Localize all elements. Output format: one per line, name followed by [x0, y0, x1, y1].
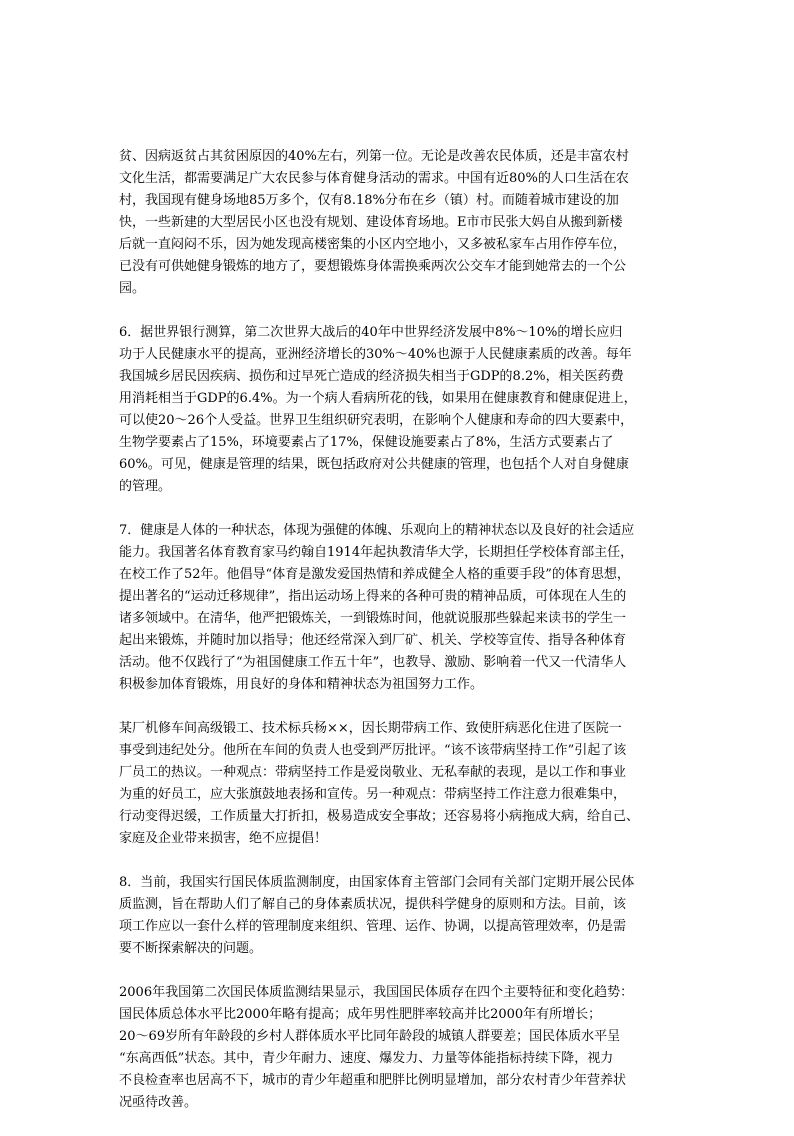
text-line: 项工作应以一套什么样的管理制度来组织、管理、运作、协调，以提高管理效率，仍是需: [119, 919, 627, 934]
text-line: 文化生活，都需要满足广大农民参与体育健身活动的需求。中国有近80%的人口生活在农: [119, 171, 629, 186]
text-line: 园。: [119, 281, 146, 296]
text-line: 功于人民健康水平的提高，亚洲经济增长的30%～40%也源于人民健康素质的改善。每年: [119, 347, 632, 362]
paragraph-item-6: [119, 322, 683, 498]
text-line: 家庭及企业带来损害，绝不应提倡！: [119, 831, 328, 846]
text-line: 7．健康是人体的一种状态，体现为强健的体魄、乐观向上的精神状态以及良好的社会适应: [119, 523, 635, 538]
text-line: “东高西低”状态。其中，青少年耐力、速度、爆发力、力量等体能指标持续下降，视力: [119, 1051, 614, 1066]
text-line: 活动。他不仅践行了“为祖国健康工作五十年”，也教导、激励、影响着一代又一代清华人: [119, 655, 627, 670]
text-line: 厂员工的热议。一种观点：带病坚持工作是爱岗敬业、无私奉献的表现，是以工作和事业: [119, 765, 627, 780]
text-line: 在校工作了52年。他倡导“体育是激发爱国热情和养成健全人格的重要手段”的体育思想，: [119, 567, 630, 582]
text-line: 提出著名的“运动迁移规律”，指出运动场上得来的各种可贵的精神品质，可体现在人生的: [119, 589, 627, 604]
text-line: 村，我国现有健身场地85万多个，仅有8.18%分布在乡（镇）村。而随着城市建设的加: [119, 193, 619, 208]
text-line: 后就一直闷闷不乐，因为她发现高楼密集的小区内空地小，又多被私家车占用作停车位，: [119, 237, 627, 252]
paragraph-item-7: [119, 520, 683, 696]
text-line: 不良检查率也居高不下，城市的青少年超重和肥胖比例明显增加，部分农村青少年营养状: [119, 1073, 627, 1088]
text-line: 诸多领域中。在清华，他严把锻炼关，一到锻炼时间，他就说服那些躲起来读书的学生一: [119, 611, 627, 626]
text-line: 况亟待改善。: [119, 1095, 198, 1110]
text-line: 质监测，旨在帮助人们了解自己的身体素质状况，提供科学健身的原则和方法。目前，该: [119, 897, 627, 912]
text-line: 2006年我国第二次国民体质监测结果显示，我国国民体质存在四个主要特征和变化趋势：: [119, 985, 634, 1000]
text-line: 20～69岁所有年龄段的乡村人群体质水平比同年龄段的城镇人群要差；国民体质水平呈: [119, 1029, 621, 1044]
text-line: 8．当前，我国实行国民体质监测制度，由国家体育主管部门会同有关部门定期开展公民体: [119, 875, 635, 890]
document-page: [119, 146, 683, 1136]
paragraph-rural-fitness: [119, 146, 683, 300]
text-line: 能力。我国著名体育教育家马约翰自1914年起执教清华大学，长期担任学校体育部主任，: [119, 545, 634, 560]
text-line: 60%。可见，健康是管理的结果，既包括政府对公共健康的管理，也包括个人对自身健康: [119, 457, 629, 472]
paragraph-item-8: [119, 872, 683, 960]
paragraph-2006-survey: [119, 982, 683, 1114]
text-line: 为重的好员工，应大张旗鼓地表扬和宣传。另一种观点：带病坚持工作注意力很难集中，: [119, 787, 627, 802]
text-line: 6．据世界银行测算，第二次世界大战后的40年中世界经济发展中8%～10%的增长应归: [119, 325, 623, 340]
text-line: 行动变得迟缓，工作质量大打折扣，极易造成安全事故；还容易将小病拖成大病，给自己、: [119, 809, 640, 824]
text-line: 用消耗相当于GDP的6.4%。为一个病人看病所花的钱，如果用在健康教育和健康促进上，: [119, 391, 637, 406]
text-line: 起出来锻炼，并随时加以指导；他还经常深入到厂矿、机关、学校等宣传、指导各种体育: [119, 633, 627, 648]
text-line: 生物学要素占了15%，环境要素占了17%，保健设施要素占了8%，生活方式要素占了: [119, 435, 614, 450]
text-line: 某厂机修车间高级锻工、技术标兵杨××，因长期带病工作、致使肝病恶化住进了医院一: [119, 721, 622, 736]
text-line: 事受到违纪处分。他所在车间的负责人也受到严厉批评。“该不该带病坚持工作”引起了该: [119, 743, 627, 758]
text-line: 要不断探索解决的问题。: [119, 941, 263, 956]
text-line: 快，一些新建的大型居民小区也没有规划、建设体育场地。E市市民张大妈自从搬到新楼: [119, 215, 623, 230]
text-line: 国民体质总体水平比2000年略有提高；成年男性肥胖率较高并比2000年有所增长；: [119, 1007, 602, 1022]
text-line: 我国城乡居民因疾病、损伤和过早死亡造成的经济损失相当于GDP的8.2%，相关医药费: [119, 369, 624, 384]
text-line: 已没有可供她健身锻炼的地方了，要想锻炼身体需换乘两次公交车才能到她常去的一个公: [119, 259, 627, 274]
paragraph-factory-case: [119, 718, 683, 850]
text-line: 积极参加体育锻炼，用良好的身体和精神状态为祖国努力工作。: [119, 677, 484, 692]
text-line: 的管理。: [119, 479, 172, 494]
text-line: 贫、因病返贫占其贫困原因的40%左右，列第一位。无论是改善农民体质，还是丰富农村: [119, 149, 629, 164]
text-line: 可以使20～26个人受益。世界卫生组织研究表明，在影响个人健康和寿命的四大要素中，: [119, 413, 634, 428]
